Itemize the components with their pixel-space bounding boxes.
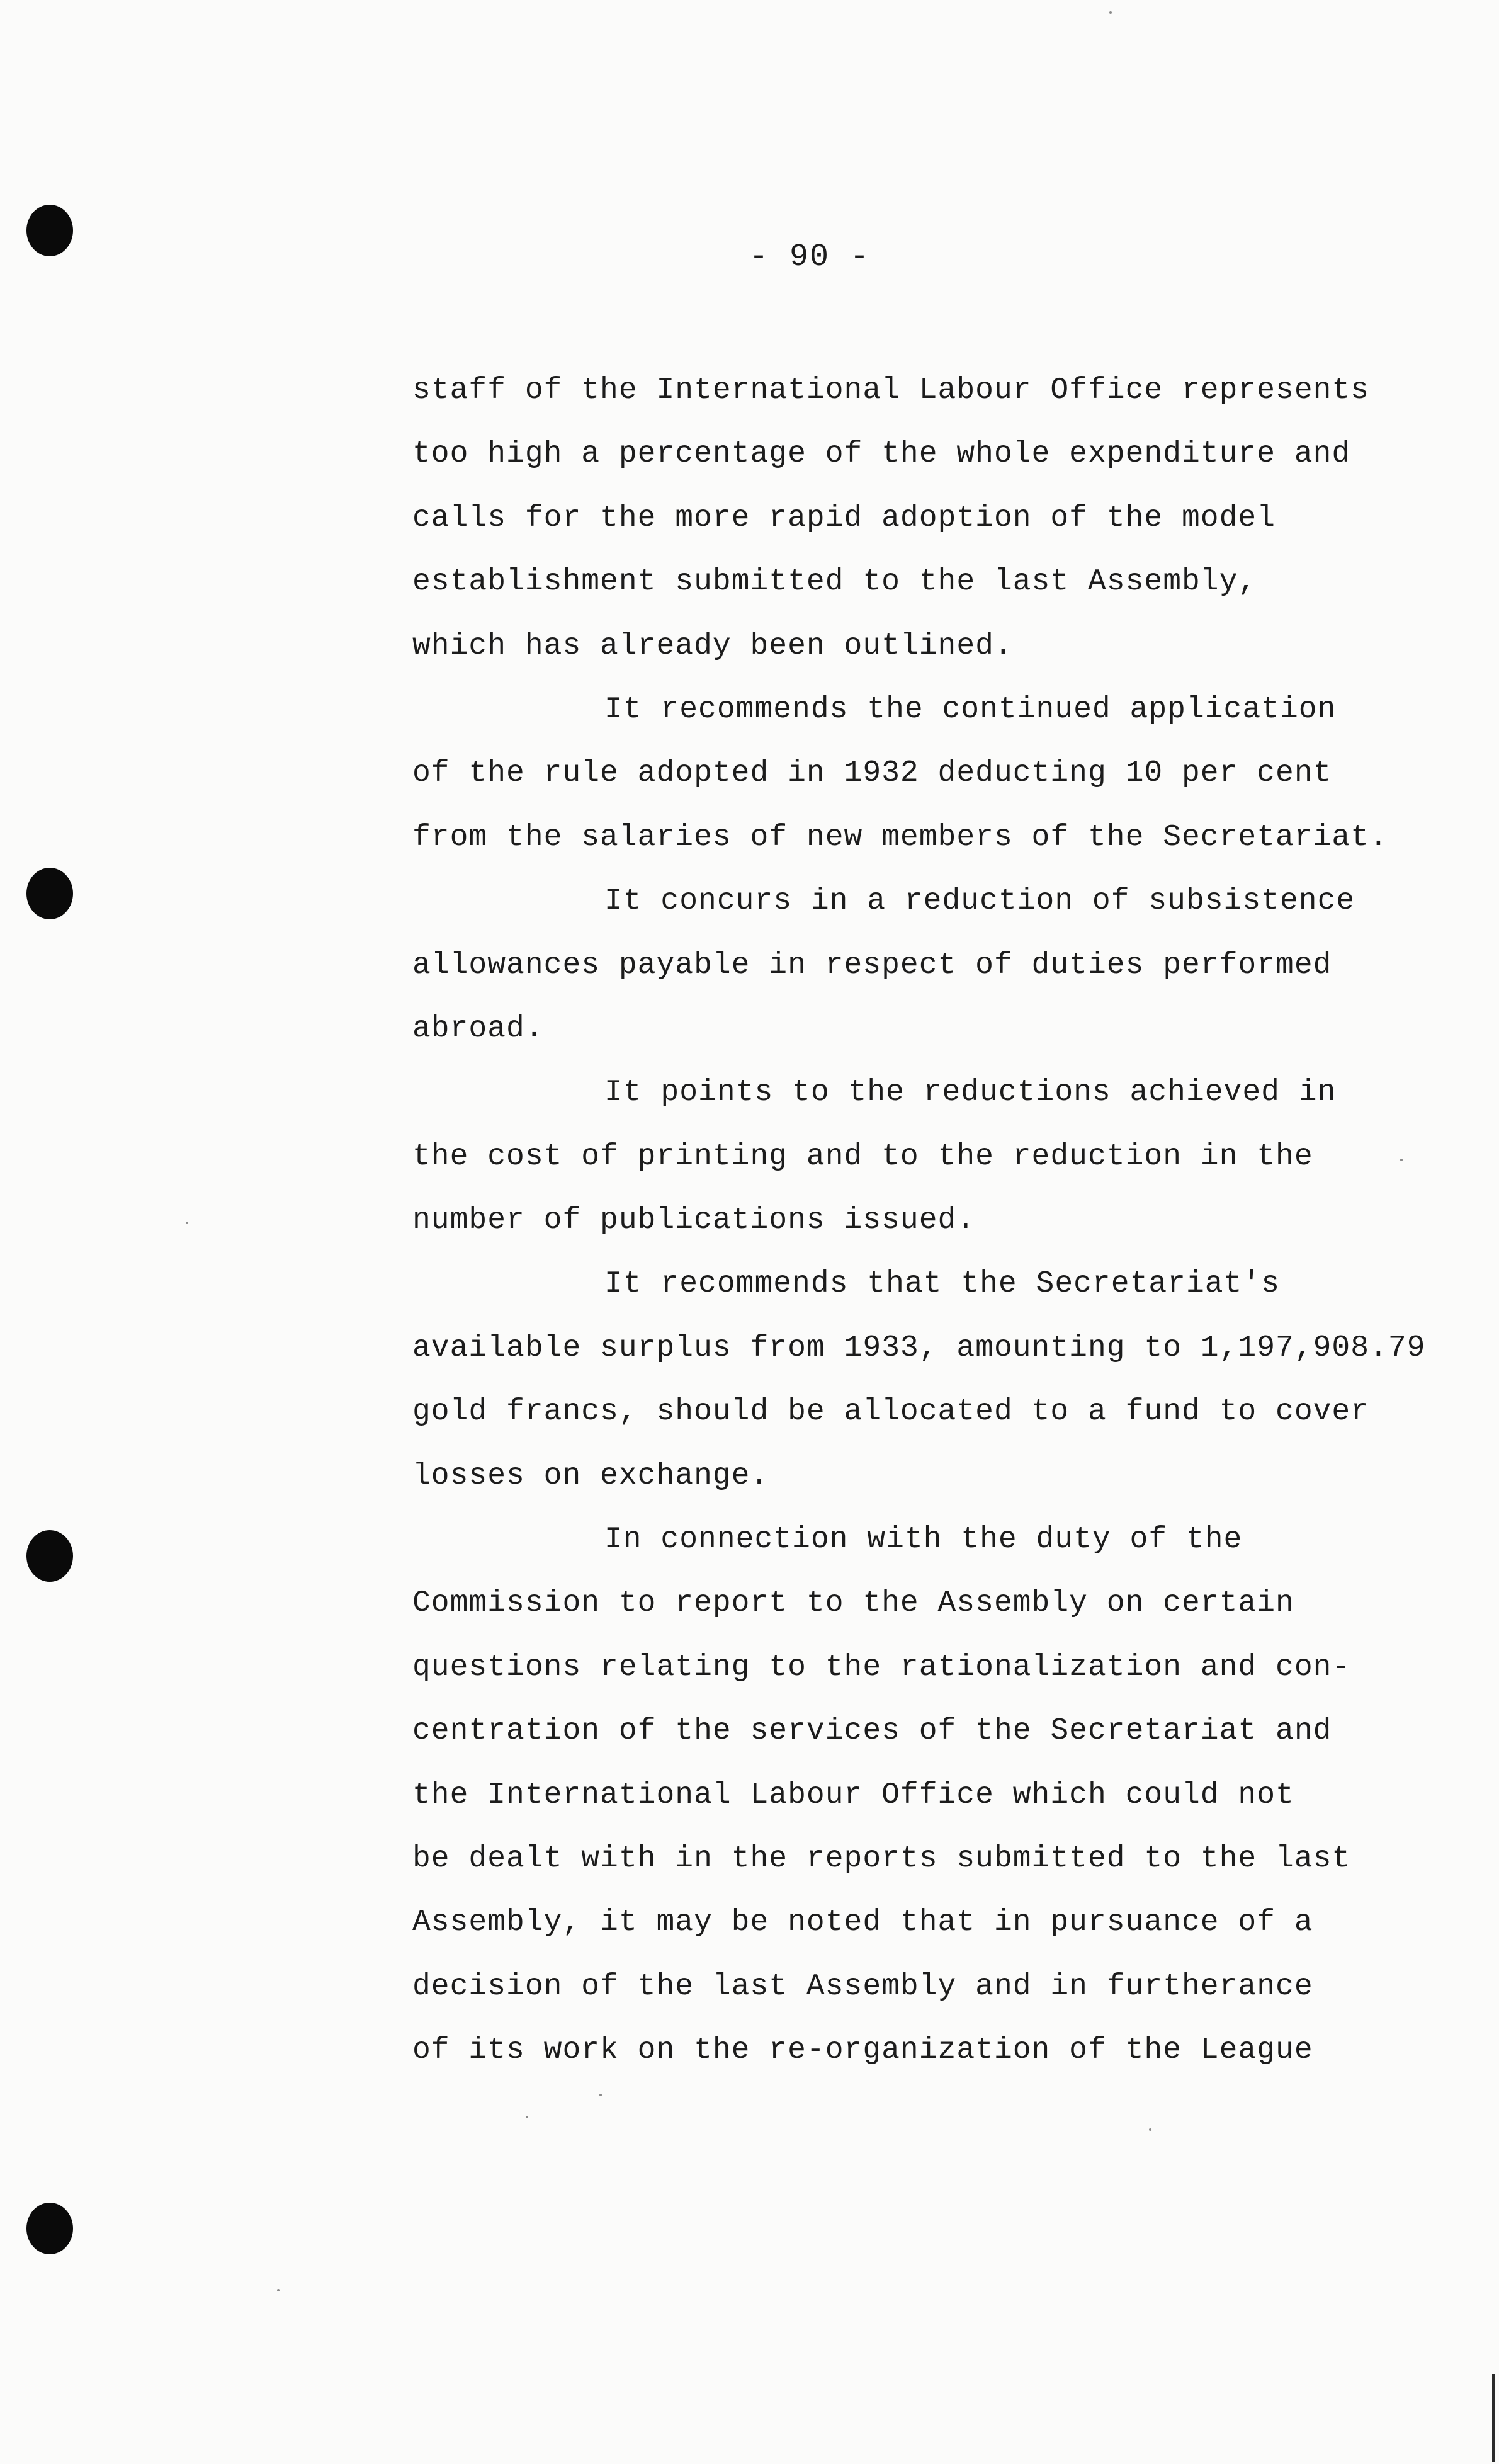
text-line: be dealt with in the reports submitted to the last: [412, 1841, 1351, 1876]
binder-hole: [26, 1530, 73, 1582]
text-line: number of publications issued.: [412, 1203, 976, 1238]
text-line: which has already been outlined.: [412, 628, 1013, 663]
text-line: It points to the reductions achieved in: [604, 1076, 1337, 1110]
text-line: the International Labour Office which could not: [412, 1778, 1294, 1812]
scan-speck: [1149, 2128, 1151, 2131]
text-line: It recommends the continued application: [604, 692, 1337, 727]
text-line: decision of the last Assembly and in furtherance: [412, 1969, 1313, 2004]
scan-speck: [186, 1222, 188, 1224]
paragraph: [412, 1252, 1483, 1508]
document-body: [412, 359, 1483, 2083]
text-line: too high a percentage of the whole expenditure and: [412, 437, 1351, 472]
text-line: gold francs, should be allocated to a fund to cover: [412, 1395, 1370, 1429]
binder-hole: [26, 868, 73, 919]
paragraph: [412, 359, 1483, 678]
paragraph: [412, 1061, 1483, 1252]
text-line: abroad.: [412, 1011, 544, 1046]
text-line: allowances payable in respect of duties performed: [412, 948, 1332, 982]
text-line: In connection with the duty of the: [604, 1523, 1243, 1557]
text-line: calls for the more rapid adoption of the model: [412, 501, 1276, 535]
text-line: establishment submitted to the last Assembly,: [412, 565, 1257, 599]
binder-hole: [26, 2203, 73, 2254]
text-line: It concurs in a reduction of subsistence: [604, 884, 1355, 919]
text-line: the cost of printing and to the reduction in the: [412, 1139, 1313, 1174]
text-line: questions relating to the rationalization and con-: [412, 1650, 1351, 1684]
scan-speck: [1400, 1159, 1403, 1161]
text-line: centration of the services of the Secretariat and: [412, 1714, 1332, 1749]
scan-speck: [277, 2289, 280, 2291]
scan-edge-mark: [1492, 2374, 1495, 2462]
text-line: available surplus from 1933, amounting to 1,197,908.79: [412, 1331, 1426, 1365]
text-line: staff of the International Labour Office represents: [412, 373, 1370, 407]
text-line: It recommends that the Secretariat's: [604, 1267, 1280, 1302]
binder-hole: [26, 205, 73, 256]
paragraph: [412, 678, 1483, 870]
text-line: losses on exchange.: [412, 1458, 769, 1493]
paragraph: [412, 1508, 1483, 2083]
text-line: Assembly, it may be noted that in pursuance of a: [412, 1905, 1313, 1940]
text-line: from the salaries of new members of the Secretariat.: [412, 820, 1388, 854]
scan-speck: [599, 2094, 602, 2096]
scan-speck: [526, 2116, 528, 2118]
text-line: Commission to report to the Assembly on certain: [412, 1586, 1294, 1621]
paragraph: [412, 870, 1483, 1061]
text-line: of its work on the re-organization of the League: [412, 2033, 1313, 2068]
text-line: of the rule adopted in 1932 deducting 10 per cent: [412, 756, 1332, 791]
scan-speck: [1109, 11, 1112, 14]
page-number: - 90 -: [749, 239, 871, 275]
